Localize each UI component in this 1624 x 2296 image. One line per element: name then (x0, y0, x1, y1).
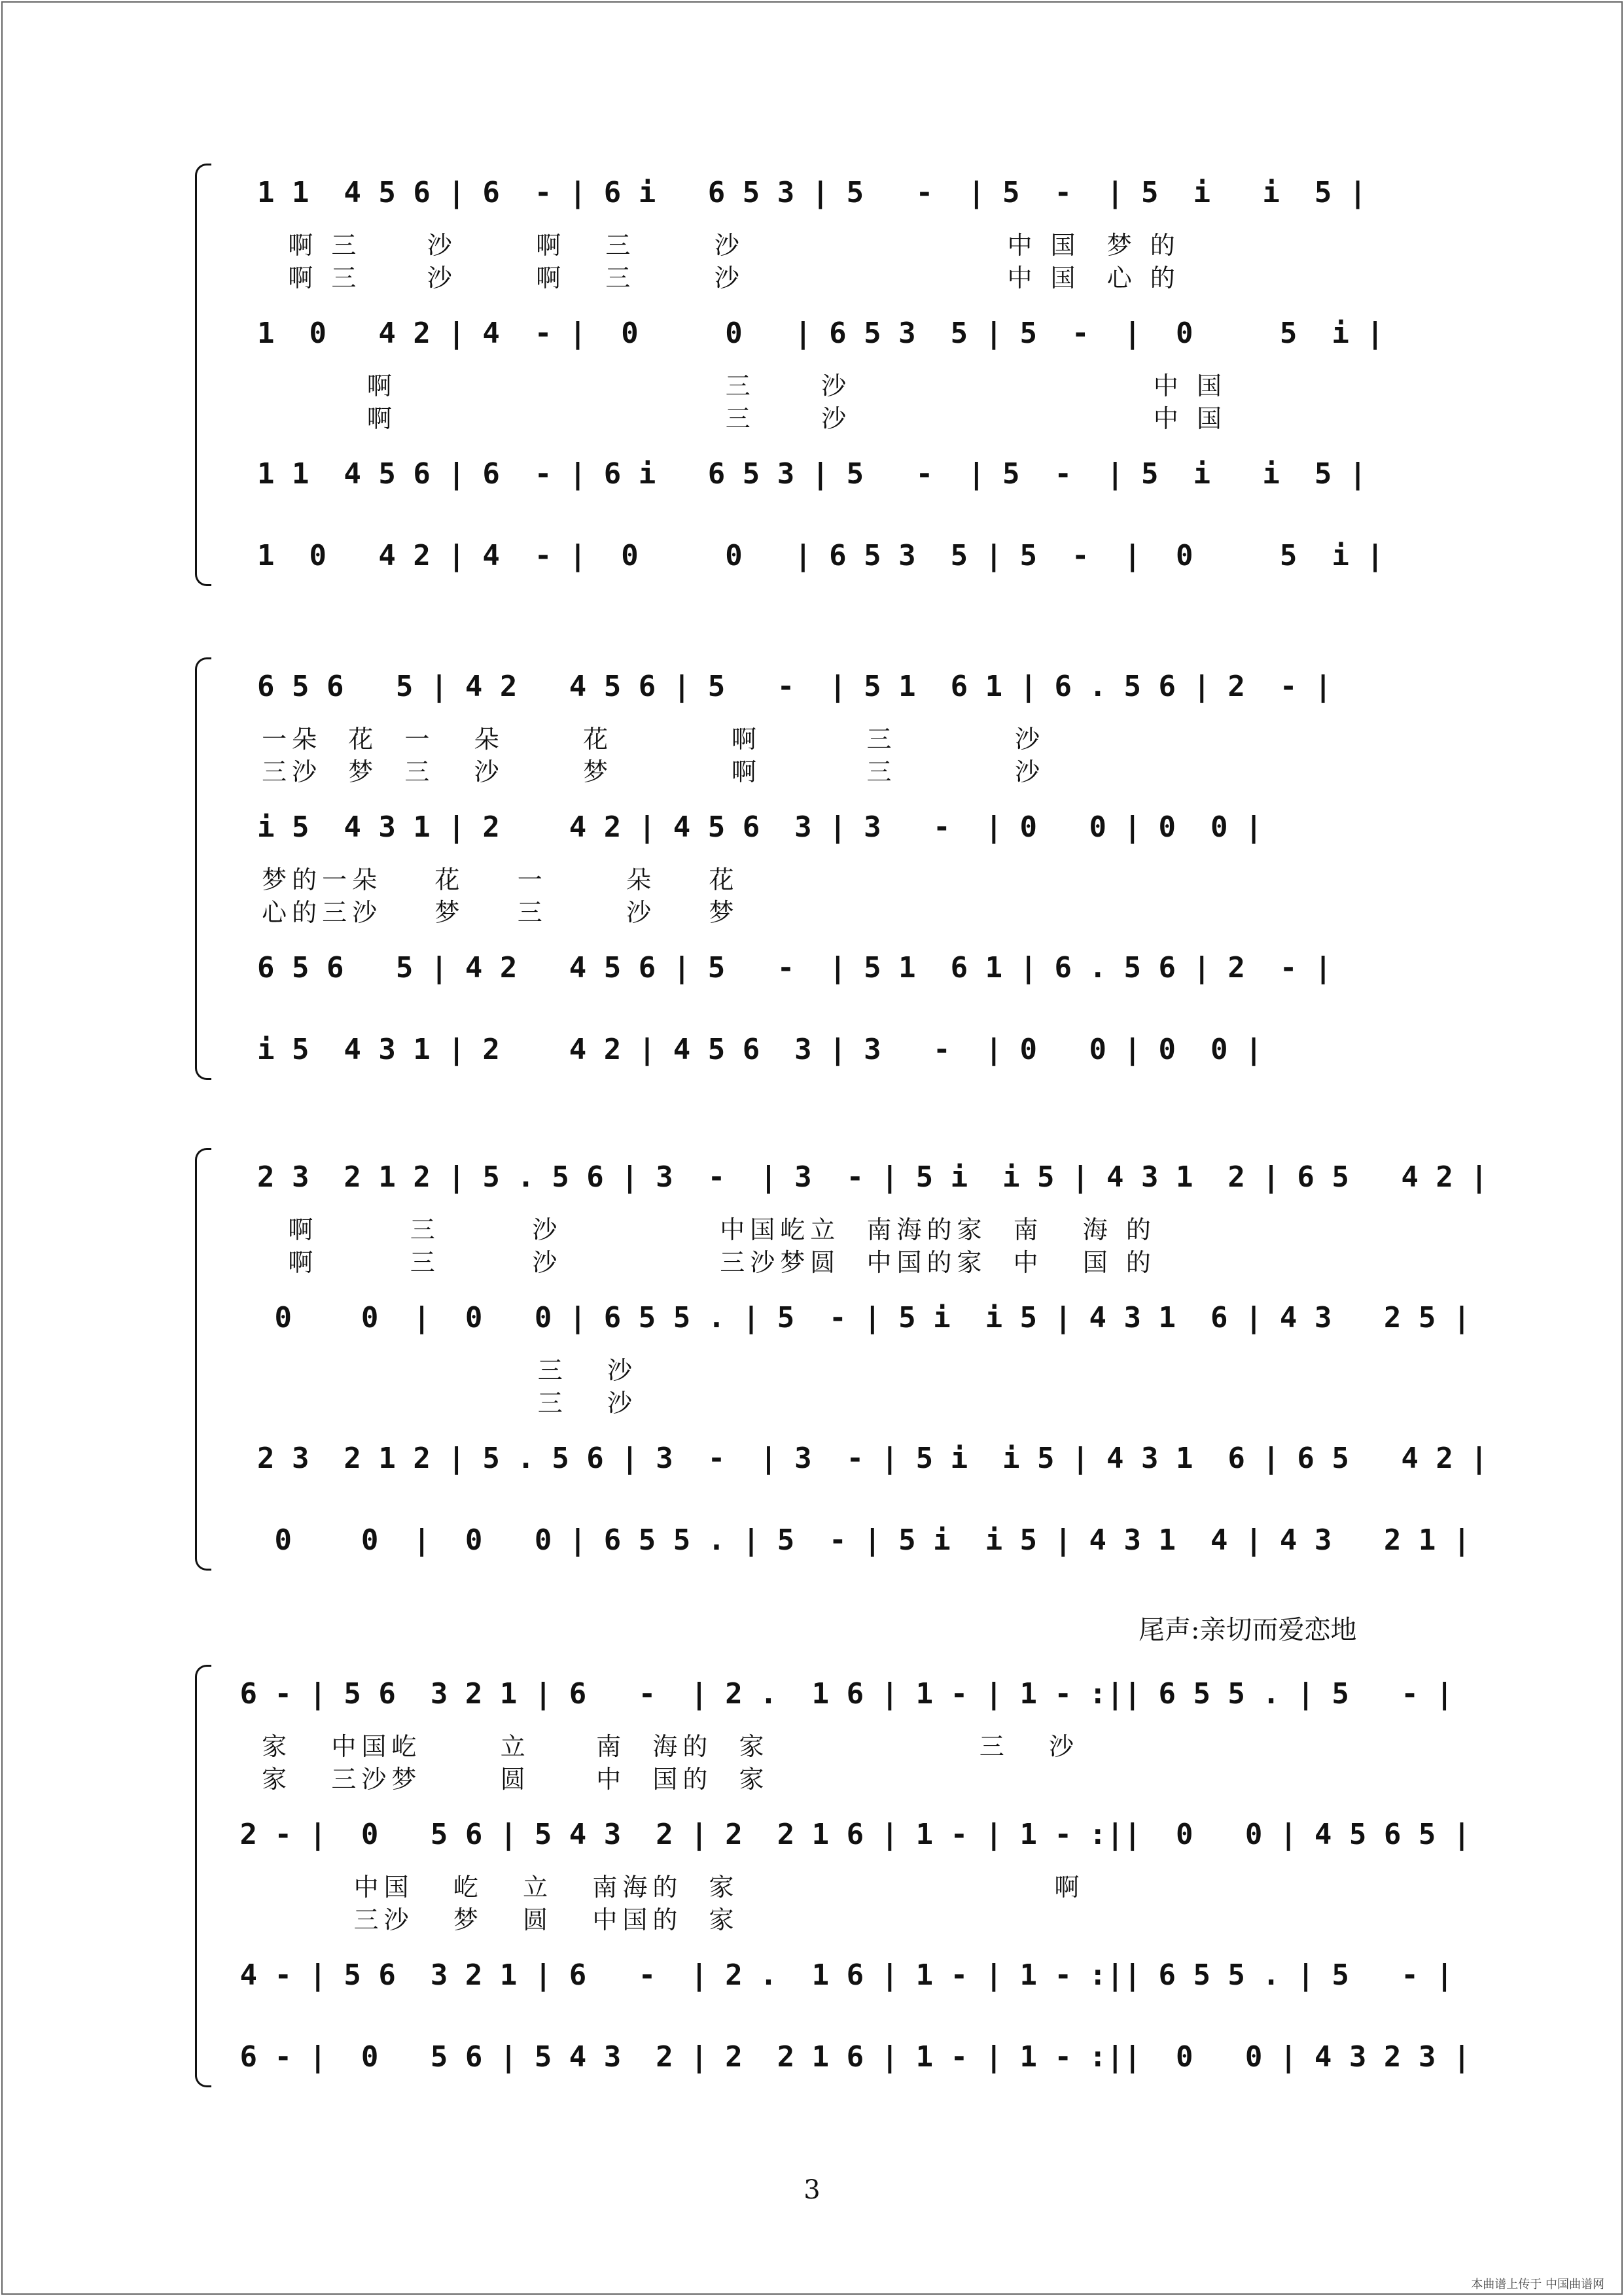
lyric-text: 三 沙 (249, 1389, 637, 1418)
note-text: i 5 4 3 1 | 2 4 2 | 4 5 6 3 | 3 - | 0 0 | 0 0 | (222, 1033, 1263, 1066)
lyric-line (0, 229, 1624, 262)
lyric-text: 家 中国屹 立 南 海的 家 三 沙 (249, 1732, 1080, 1761)
upload-credit: 本曲谱上传于 中国曲谱网 (1471, 2278, 1604, 2291)
lyric-line (0, 402, 1624, 435)
note-text: 4 - | 5 6 3 2 1 | 6 - | 2 . 1 6 | 1 - | 1 - :|| 6 5 5 . | 5 - | (222, 1958, 1453, 1992)
notation-line (0, 1799, 1624, 1871)
lyric-line (0, 1904, 1624, 1936)
lyric-line (0, 1387, 1624, 1419)
note-text: 6 - | 0 5 6 | 5 4 3 2 | 2 2 1 6 | 1 - | 1 - :|| 0 0 | 4 3 2 3 | (222, 2040, 1471, 2074)
page-number: 3 (803, 2175, 821, 2205)
lyric-line (0, 1730, 1624, 1763)
lyric-text: 梦的一朵 花 一 朵 花 (249, 865, 739, 894)
lyric-text: 啊 三 沙 三沙梦圆 中国的家 中 国 的 (249, 1248, 1156, 1277)
notation-line (0, 651, 1624, 723)
lyric-line (0, 1354, 1624, 1387)
notation-line (0, 2021, 1624, 2093)
lyric-text: 啊 三 沙 中 国 (249, 372, 1227, 400)
notation-line (0, 1141, 1624, 1213)
notation-line (0, 1014, 1624, 1086)
coda-tempo-marking: 尾声:亲切而爱恋地 (1139, 1615, 1357, 1645)
notation-line (0, 1658, 1624, 1730)
note-text: 2 3 2 1 2 | 5 . 5 6 | 3 - | 3 - | 5 i i 5 | 4 3 1 2 | 6 5 4 2 | (222, 1160, 1488, 1194)
lyric-line (0, 1871, 1624, 1904)
note-text: 0 0 | 0 0 | 6 5 5 . | 5 - | 5 i i 5 | 4 3 1 6 | 4 3 2 5 | (222, 1301, 1471, 1334)
lyric-line (0, 1763, 1624, 1796)
lyric-line (0, 262, 1624, 294)
note-text: 1 0 4 2 | 4 - | 0 0 | 6 5 3 5 | 5 - | 0 5 i | (222, 539, 1384, 572)
note-text: i 5 4 3 1 | 2 4 2 | 4 5 6 3 | 3 - | 0 0 | 0 0 | (222, 810, 1263, 844)
note-text: 2 - | 0 5 6 | 5 4 3 2 | 2 2 1 6 | 1 - | 1 - :|| 0 0 | 4 5 6 5 | (222, 1818, 1471, 1851)
notation-line (0, 157, 1624, 229)
notation-line (0, 298, 1624, 370)
lyric-text: 心的三沙 梦 三 沙 梦 (249, 898, 739, 927)
lyric-text: 三沙 梦 三 沙 梦 啊 三 沙 (249, 757, 1046, 786)
lyric-text: 啊 三 沙 啊 三 沙 中 国 心 的 (249, 264, 1180, 292)
lyric-line (0, 896, 1624, 929)
lyric-line (0, 863, 1624, 896)
lyric-line (0, 370, 1624, 402)
note-text: 1 0 4 2 | 4 - | 0 0 | 6 5 3 5 | 5 - | 0 5 i | (222, 317, 1384, 350)
lyric-line (0, 1213, 1624, 1246)
lyric-text: 啊 三 沙 啊 三 沙 中 国 梦 的 (249, 231, 1180, 260)
notation-line (0, 1505, 1624, 1576)
note-text: 6 - | 5 6 3 2 1 | 6 - | 2 . 1 6 | 1 - | 1 - :|| 6 5 5 . | 5 - | (222, 1677, 1453, 1711)
notation-line (0, 1282, 1624, 1354)
notation-line (0, 438, 1624, 510)
lyric-text: 三沙 梦 圆 中国的 家 (249, 1905, 739, 1934)
notation-line (0, 520, 1624, 592)
notation-line (0, 1939, 1624, 2011)
notation-line (0, 932, 1624, 1004)
note-text: 6 5 6 5 | 4 2 4 5 6 | 5 - | 5 1 6 1 | 6 . 5 6 | 2 - | (222, 670, 1332, 703)
lyric-line (0, 723, 1624, 756)
lyric-line (0, 756, 1624, 788)
note-text: 1 1 4 5 6 | 6 - | 6 i 6 5 3 | 5 - | 5 - | 5 i i 5 | (222, 176, 1367, 209)
note-text: 2 3 2 1 2 | 5 . 5 6 | 3 - | 3 - | 5 i i 5 | 4 3 1 6 | 6 5 4 2 | (222, 1442, 1488, 1475)
note-text: 0 0 | 0 0 | 6 5 5 . | 5 - | 5 i i 5 | 4 3 1 4 | 4 3 2 1 | (222, 1523, 1471, 1557)
lyric-text: 家 三沙梦 圆 中 国的 家 (249, 1765, 769, 1794)
lyric-text: 一朵 花 一 朵 花 啊 三 沙 (249, 725, 1046, 754)
lyric-text: 啊 三 沙 中国屹立 南海的家 南 海 的 (249, 1215, 1156, 1244)
notation-line (0, 791, 1624, 863)
notation-line (0, 1423, 1624, 1495)
lyric-text: 中国 屹 立 南海的 家 啊 (249, 1873, 1085, 1902)
note-text: 1 1 4 5 6 | 6 - | 6 i 6 5 3 | 5 - | 5 - | 5 i i 5 | (222, 457, 1367, 491)
lyric-line (0, 1246, 1624, 1279)
lyric-text: 啊 三 沙 中 国 (249, 404, 1227, 433)
note-text: 6 5 6 5 | 4 2 4 5 6 | 5 - | 5 1 6 1 | 6 . 5 6 | 2 - | (222, 951, 1332, 984)
lyric-text: 三 沙 (249, 1356, 637, 1385)
